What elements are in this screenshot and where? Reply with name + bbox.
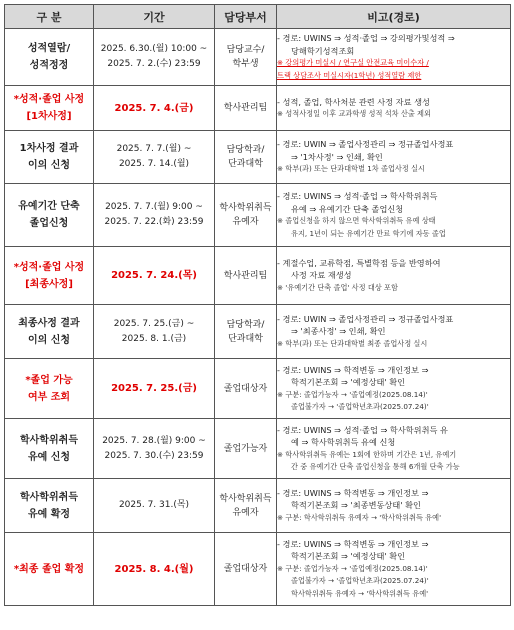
header-item: 구 분 [5,5,94,29]
header-period: 기간 [94,5,215,29]
dept-cell: 졸업가능자 [215,419,277,479]
period-cell: 2025. 7. 24.(목) [94,247,215,305]
item-cell: 성적열람/ 성적정정 [5,29,94,86]
table-row [5,533,511,606]
item-cell: 유예기간 단축 졸업신청 [5,184,94,247]
item-cell: *졸업 가능 여부 조회 [5,359,94,419]
table-row [5,29,511,86]
dept-cell: 담당교수/ 학부생 [215,29,277,86]
dept-cell: 학사관리팀 [215,86,277,131]
period-cell: 2025. 7. 31.(목) [94,479,215,533]
item-cell: 학사학위취득 유예 신청 [5,419,94,479]
note-cell: - 경로: UWINS ⇒ 학적변동 ⇒ 개인정보 ⇒ 학적기본조회 ⇒ '최종변동상태' 확인 ※ 구분: 학사학위취득 유예자 → '학사학위취득 유예' [277,479,511,533]
table-row [5,419,511,479]
period-cell: 2025. 7. 4.(금) [94,86,215,131]
dept-cell: 학사학위취득 유예자 [215,479,277,533]
dept-cell: 학사관리팀 [215,247,277,305]
period-cell: 2025. 8. 4.(월) [94,533,215,606]
period-cell: 2025. 6.30.(월) 10:00 ~ 2025. 7. 2.(수) 23:59 [94,29,215,86]
item-cell: *최종 졸업 확정 [5,533,94,606]
period-cell: 2025. 7. 25.(금) [94,359,215,419]
table-row [5,479,511,533]
note-cell: - 경로: UWIN ⇒ 졸업사정관리 ⇒ 정규졸업사정표 ⇒ '1차사정' ⇒ 인쇄, 확인 ※ 학부(과) 또는 단과대학별 1차 졸업사정 실시 [277,131,511,184]
note-cell: - 경로: UWINS ⇒ 학적변동 ⇒ 개인정보 ⇒ 학적기본조회 ⇒ '예정상태' 확인 ※ 구분: 졸업가능자 → '졸업예정(2025.08.14)' 졸업불가자 → '졸업학년초과(2025.07.24)' [277,359,511,419]
dept-cell: 학사학위취득 유예자 [215,184,277,247]
table-row [5,359,511,419]
period-cell: 2025. 7. 28.(월) 9:00 ~ 2025. 7. 30.(수) 23:59 [94,419,215,479]
header-dept: 담당부서 [215,5,277,29]
note-cell: - 경로: UWINS ⇒ 성적·졸업 ⇒ 학사학위취득 유 예 ⇒ 학사학위취득 유예 신청 ※ 학사학위취득 유예는 1회에 한하며 기간은 1년, 유예기 간 중 유예기간 단축 졸업신청을 통해 6개월 단축 가능 [277,419,511,479]
item-cell: *성적·졸업 사정 [최종사정] [5,247,94,305]
table-row [5,184,511,247]
table-row [5,247,511,305]
note-cell: - 경로: UWINS ⇒ 학적변동 ⇒ 개인정보 ⇒ 학적기본조회 ⇒ '예정상태' 확인 ※ 구분: 졸업가능자 → '졸업예정(2025.08.14)' 졸업불가자 → '졸업학년초과(2025.07.24)' 학사학위취득 유예자 → '학사학위취득 유예' [277,533,511,606]
item-cell: 학사학위취득 유예 확정 [5,479,94,533]
dept-cell: 졸업대상자 [215,533,277,606]
note-cell: - 경로: UWIN ⇒ 졸업사정관리 ⇒ 정규졸업사정표 ⇒ '최종사정' ⇒ 인쇄, 확인 ※ 학부(과) 또는 단과대학별 최종 졸업사정 실시 [277,305,511,359]
header-row [5,5,511,29]
dept-cell: 담당학과/ 단과대학 [215,131,277,184]
period-cell: 2025. 7. 7.(월) ~ 2025. 7. 14.(월) [94,131,215,184]
item-cell: 1차사정 결과 이의 신청 [5,131,94,184]
table-row [5,86,511,131]
dept-cell: 졸업대상자 [215,359,277,419]
period-cell: 2025. 7. 7.(월) 9:00 ~ 2025. 7. 22.(화) 23:59 [94,184,215,247]
note-cell: - 경로: UWINS ⇒ 성적·졸업 ⇒ 강의평가및성적 ⇒ 당해학기성적조회 ※ 강의평가 미실시 / 연구실 안전교육 미이수자 / 트랙 상담조사 미실시자(1학년) 성적열람 제한 [277,29,511,86]
header-note: 비고(경로) [277,5,511,29]
dept-cell: 담당학과/ 단과대학 [215,305,277,359]
table-row [5,131,511,184]
item-cell: *성적·졸업 사정 [1차사정] [5,86,94,131]
schedule-table [4,4,511,606]
item-cell: 최종사정 결과 이의 신청 [5,305,94,359]
period-cell: 2025. 7. 25.(금) ~ 2025. 8. 1.(금) [94,305,215,359]
note-cell: - 경로: UWINS ⇒ 성적·졸업 ⇒ 학사학위취득 유예 ⇒ 유예기간 단축 졸업신청 ※ 졸업신청을 하지 않으면 학사학위취득 유예 상태 유지, 1년이 되는 유예기간 만료 학기에 자동 졸업 [277,184,511,247]
table-row [5,305,511,359]
note-cell: - 계절수업, 교류학점, 특별학점 등을 반영하여 사정 자료 재생성 ※ '유예기간 단축 졸업' 사정 대상 포함 [277,247,511,305]
note-cell: - 성적, 졸업, 학사처분 관련 사정 자료 생성 ※ 성적사정일 이후 교과학생 성적 석차 산출 제외 [277,86,511,131]
